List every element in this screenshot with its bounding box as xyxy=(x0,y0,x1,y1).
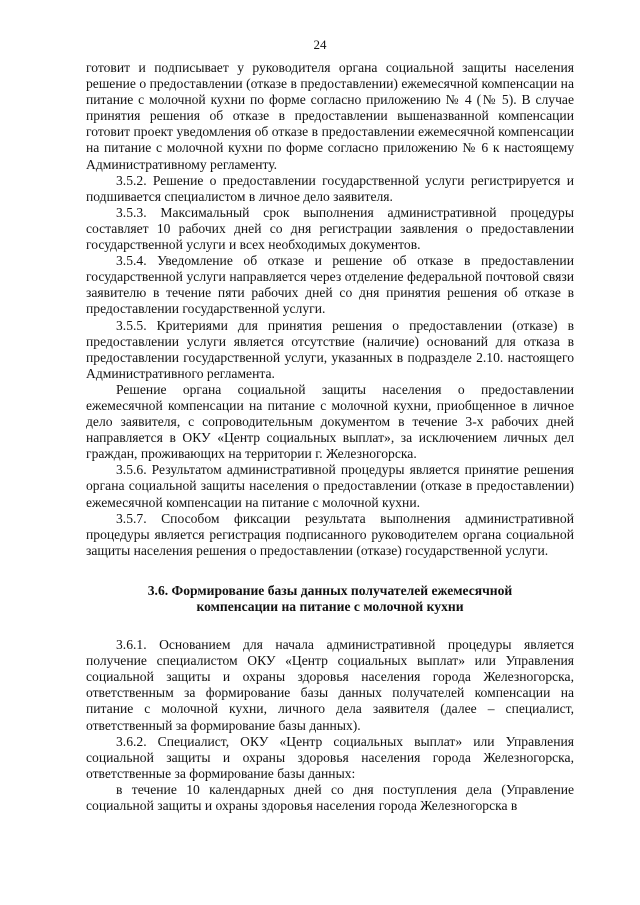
document-body xyxy=(86,60,574,814)
paragraph-3-6-2: 3.6.2. Специалист, ОКУ «Центр социальных выплат» или Управления социальной защиты и охраны здоровья населения города Железногорска, ответственные за формирование базы данных: xyxy=(86,733,574,781)
paragraph-3-6-1: 3.6.1. Основанием для начала административной процедуры является получение специалистом ОКУ «Центр социальных выплат» или Управления социальной защиты и охраны здоровья населения города Железногорска, ответственным за формирование базы данных получателей компенсации на питание с молочной кухни, личного дела заявителя (далее – специалист, ответственный за формирование базы данных). xyxy=(86,637,574,733)
paragraph-3-5-2: 3.5.2. Решение о предоставлении государственной услуги регистрируется и подшивается специалистом в личное дело заявителя. xyxy=(86,172,574,204)
paragraph-3-5-5: 3.5.5. Критериями для принятия решения о предоставлении (отказе) в предоставлении услуги является отсутствие (наличие) оснований для отказа в предоставлении государственной услуги, указанных в подразделе 2.10. настоящего Административного регламента. xyxy=(86,317,574,381)
paragraph-decision-transfer: Решение органа социальной защиты населения о предоставлении ежемесячной компенсации на питание с молочной кухни, приобщенное в личное дело заявителя, с сопроводительным документом в течение 3-х рабочих дней направляется в ОКУ «Центр социальных выплат», за исключением личных дел граждан, проживающих на территории г. Железногорска. xyxy=(86,381,574,462)
section-heading-3-6 xyxy=(86,583,574,615)
section-heading-line-2: компенсации на питание с молочной кухни xyxy=(196,599,464,614)
paragraph-3-5-6: 3.5.6. Результатом административной процедуры является принятие решения органа социальной защиты населения о предоставлении (отказе в предоставлении) ежемесячной компенсации на питание с молочной кухни. xyxy=(86,462,574,510)
paragraph-3-5-4: 3.5.4. Уведомление об отказе и решение об отказе в предоставлении государственной услуги направляется через отделение федеральной почтовой связи заявителю в течение пяти рабочих дней со дня принятия решения об отказе в предоставлении государственной услуги. xyxy=(86,253,574,317)
paragraph-3-5-3: 3.5.3. Максимальный срок выполнения административной процедуры составляет 10 рабочих дней со дня регистрации заявления о предоставлении государственной услуги и всех необходимых документов. xyxy=(86,204,574,253)
paragraph-within-10-days: в течение 10 календарных дней со дня поступления дела (Управление социальной защиты и охраны здоровья населения города Железногорска в xyxy=(86,781,574,814)
page-number: 24 xyxy=(313,37,327,52)
section-heading-line-1: 3.6. Формирование базы данных получателей ежемесячной xyxy=(147,582,513,598)
paragraph-3-5-7: 3.5.7. Способом фиксации результата выполнения административной процедуры является регистрация подписанного руководителем органа социальной защиты населения решения о предоставлении (отказе) государственной услуги. xyxy=(86,510,574,558)
paragraph-continuation: готовит и подписывает у руководителя органа социальной защиты населения решение о предоставлении (отказе в предоставлении) ежемесячной компенсации на питание с молочной кухни по форме согласно приложению № 4 (№ 5). В случае принятия решения об отказе в предоставлении вышеназванной компенсации готовит проект уведомления об отказе в предоставлении ежемесячной компенсации на питание с молочной кухни по форме согласно приложению № 6 к настоящему Административному регламенту. xyxy=(86,60,574,172)
